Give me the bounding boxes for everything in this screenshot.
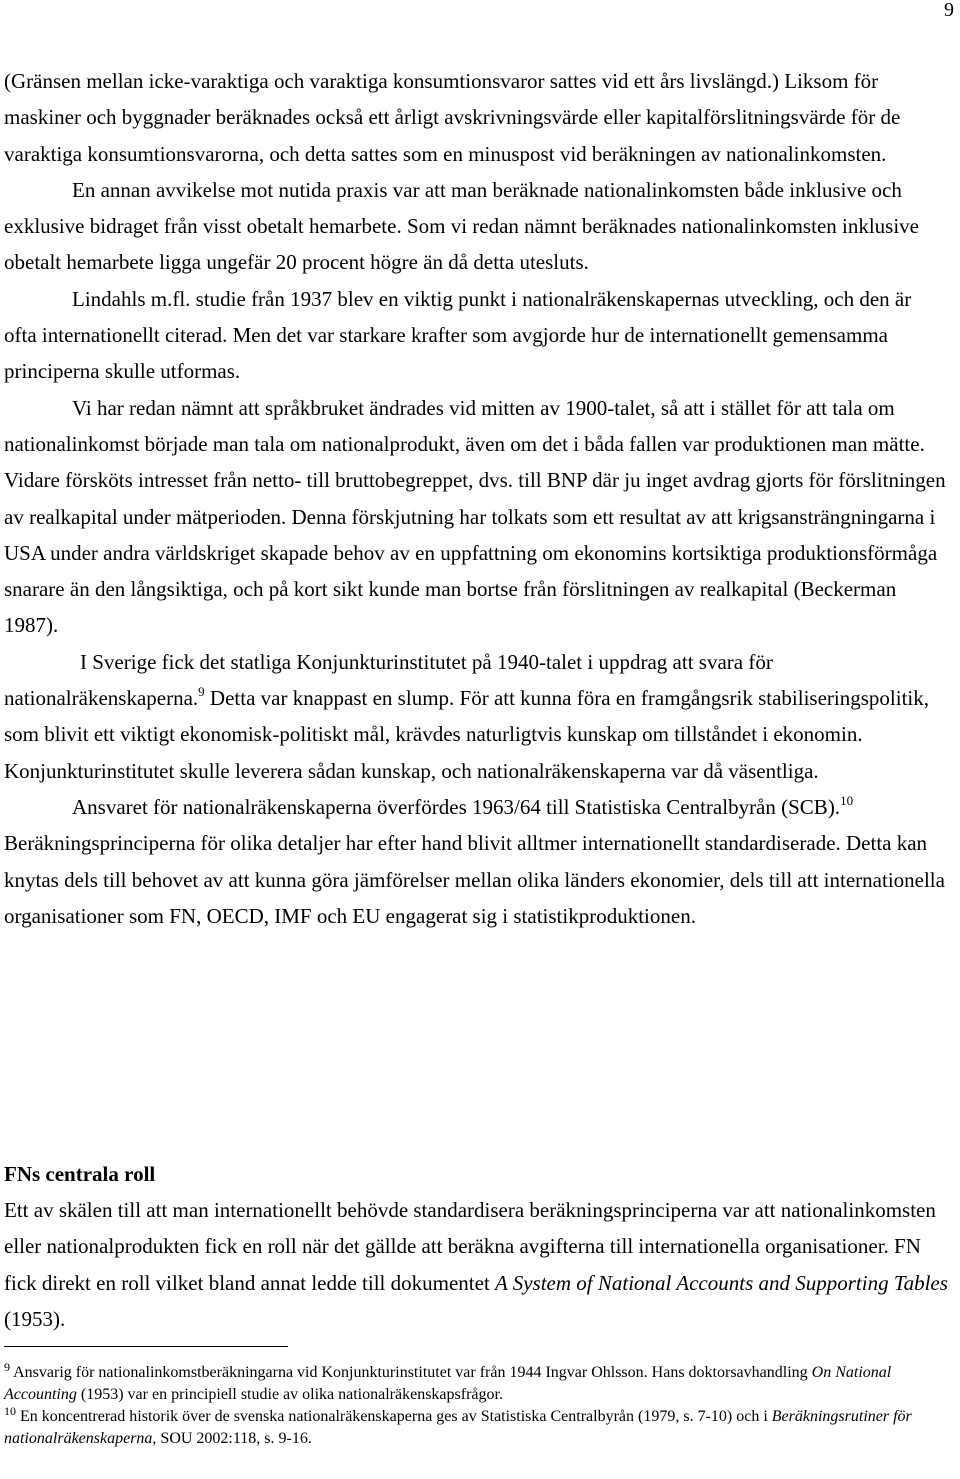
footnote-10-text-a: En koncentrerad historik över de svenska nationalräkenskaperna ges av Statistiska Centralbyrån (1979, s. 7-10) och i (16, 1408, 772, 1425)
paragraph-1: (Gränsen mellan icke-varaktiga och varaktiga konsumtionsvaror sattes vid ett års livslängd.) Liksom för maskiner och byggnader beräknades också ett årligt avskrivningsvärde eller kapitalförslitningsvärde för de varaktiga konsumtionsvarorna, och detta sattes som en minuspost vid beräkningen av nationalinkomsten. (4, 69, 901, 166)
footnote-10-title: Beräkningsrutiner för nationalräkenskaperna (4, 1408, 912, 1447)
footnote-ref-10: 10 (840, 792, 854, 808)
body-text (4, 63, 948, 934)
footnotes (4, 1359, 948, 1450)
section-text-a: Ett av skälen till att man internationellt behövde standardisera beräkningsprinciperna var att nationalinkomsten eller nationalprodukten fick en roll när det gällde att beräkna avgifterna till internationella organisationer. FN fick direkt en roll vilket bland annat ledde till dokumentet (4, 1198, 936, 1295)
paragraph-6-text-b: Beräkningsprinciperna för olika detaljer har efter hand blivit alltmer internationellt standardiserade. Detta kan knytas dels till behovet av att kunna göra jämförelser mellan olika länders ekonomier, dels till att internationella organisationer som FN, OECD, IMF och EU engagerat sig i statistikproduktionen. (4, 831, 945, 928)
paragraph-5-text-a: I Sverige fick det statliga Konjunkturinstitutet på 1940-talet i uppdrag att svara för nationalräkenskaperna. (4, 649, 773, 711)
section-heading: FNs centrala roll (4, 1162, 156, 1186)
paragraph-5-text-b: Detta var knappast en slump. För att kunna föra en framgångsrik stabiliseringspolitik, som blivit ett viktigt ekonomisk-politiskt mål, krävdes naturligtvis kunskap om tillståndet i ekonomin. Konjunkturinstitutet skulle leverera sådan kunskap, och nationalräkenskaperna var då väsentliga. (4, 686, 930, 783)
footnote-9 (4, 1359, 948, 1406)
footnote-9-number: 9 (4, 1359, 10, 1374)
paragraph-6 (4, 789, 948, 934)
footnote-9-text-a: Ansvarig för nationalinkomstberäkningarna vid Konjunkturinstitutet var från 1944 Ingvar Ohlsson. Hans doktorsavhandling (10, 1364, 812, 1381)
paragraph-3: Lindahls m.fl. studie från 1937 blev en viktig punkt i nationalräkenskapernas utveckling, och den är ofta internationellt citerad. Men det var starkare krafter som avgjorde hur de internationellt gemensamma principerna skulle utformas. (4, 286, 912, 384)
page-number: 9 (944, 0, 954, 21)
footnote-10-text-b: , SOU 2002:118, s. 9-16. (152, 1430, 312, 1447)
section-paragraph (4, 1192, 948, 1337)
footnote-10-number: 10 (4, 1403, 16, 1418)
footnote-separator (4, 1346, 288, 1347)
paragraph-2: En annan avvikelse mot nutida praxis var att man beräknade nationalinkomsten både inklusive och exklusive bidraget från visst obetalt hemarbete. Som vi redan nämnt beräknades nationalinkomsten inklusive obetalt hemarbete ligga ungefär 20 procent högre än då detta utesluts. (4, 177, 920, 275)
footnote-9-text-b: (1953) var en principiell studie av olika nationalräkenskapsfrågor. (76, 1386, 503, 1403)
footnote-9-title: On National Accounting (4, 1364, 892, 1403)
paragraph-6-text-a: Ansvaret för nationalräkenskaperna överfördes 1963/64 till Statistiska Centralbyrån (SCB). (72, 794, 841, 819)
footnote-10 (4, 1403, 948, 1450)
paragraph-5 (4, 644, 948, 789)
footnote-ref-9: 9 (198, 684, 205, 700)
paragraph-4: Vi har redan nämnt att språkbruket ändrades vid mitten av 1900-talet, så att i stället för att tala om nationalinkomst började man tala om nationalprodukt, även om det i båda fallen var produktionen man mätte. Vidare försköts intresset från netto- till bruttobegreppet, dvs. till BNP där ju inget avdrag gjorts för förslitningen av realkapital under mätperioden. Denna förskjutning har tolkats som ett resultat av att krigsansträngningarna i USA under andra världskriget skapade behov av en uppfattning om ekonomins kortsiktiga produktionsförmåga snarare än den långsiktiga, och på kort sikt kunde man bortse från förslitningen av realkapital (Beckerman 1987). (4, 395, 946, 638)
document-title: A System of National Accounts and Supporting Tables (495, 1270, 948, 1295)
section-text-b: (1953). (4, 1306, 66, 1331)
